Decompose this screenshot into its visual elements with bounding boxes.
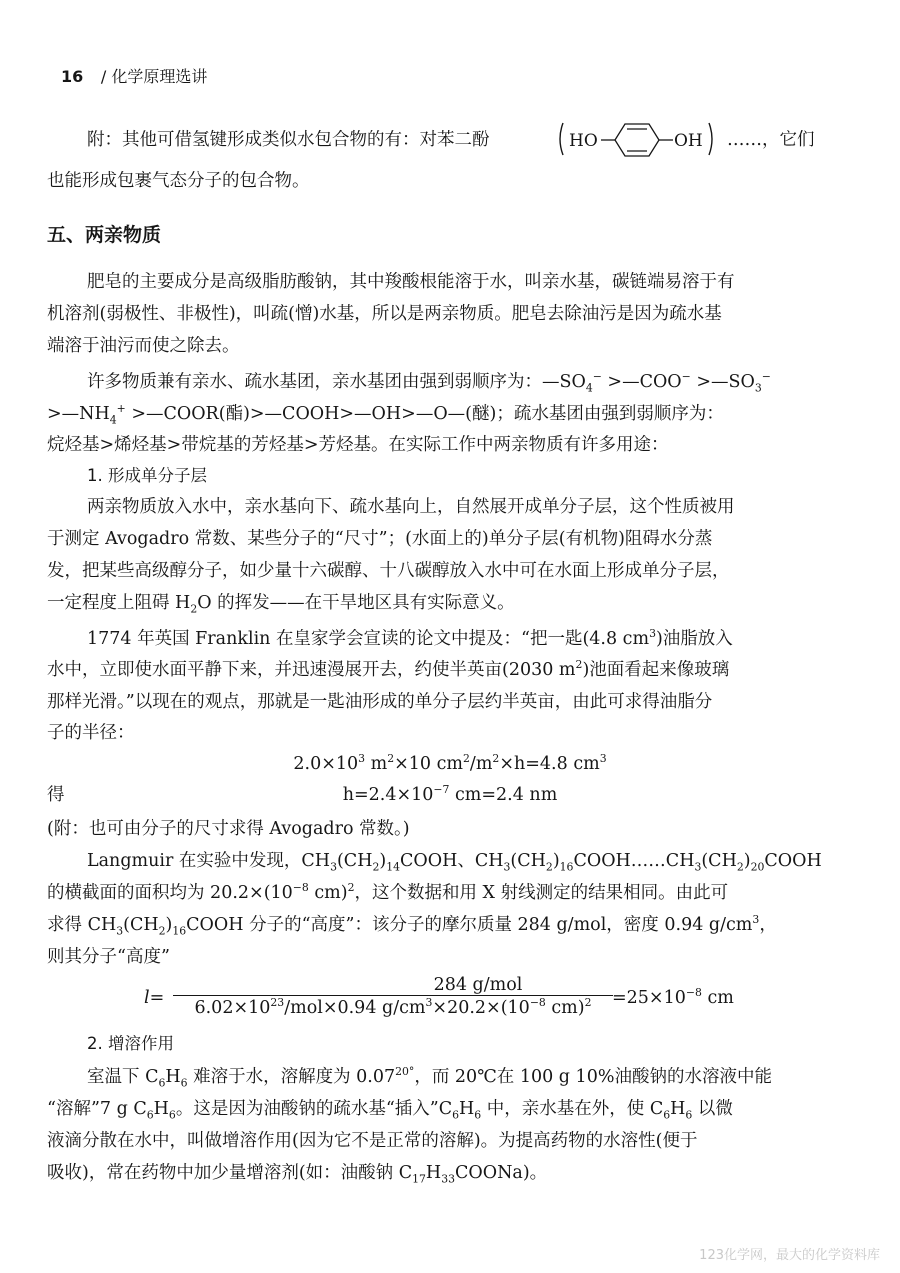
note-line-2: 也能形成包裹气态分子的包合物。 — [47, 171, 310, 191]
paragraph-line: 那样光滑。”以现在的观点，那就是一匙油形成的单分子层约半英亩，由此可求得油脂分 — [47, 692, 713, 712]
paragraph-line: “溶解”7 g $C_6H_6$。这是因为油酸钠的疏水基“插入$”C_6H_6$ 中，亲水基在外，使 $C_6H_6$ 以微 — [47, 1099, 733, 1122]
paragraph-line: 于测定 Avogadro 常数、某些分子的“尺寸”；(水面上的)单分子层(有机物)阻碍水分蒸 — [47, 529, 713, 549]
paragraph-line: 端溶于油污而使之除去。 — [47, 336, 240, 356]
fraction-denominator: $6.02\times 10^{23}/mol\times 0.94$ $g/cm^3\times 20.2\times(10^{-8}$ cm)$^2$ — [194, 996, 592, 1018]
paragraph-line: 烷烃基>烯烃基>带烷基的芳烃基>芳烃基。在实际工作中两亲物质有许多用途： — [47, 435, 669, 455]
paragraph-line: 一定程度上阻碍 $H_2O$ 的挥发——在干旱地区具有实际意义。 — [47, 593, 515, 616]
paragraph-line: 的横截面的面积均为 $20.2\times(10^{-8}$ cm)$^2$，这个数据和用 X 射线测定的结果相同。由此可 — [47, 881, 729, 903]
watermark-footer: 123化学网，最大的化学资料库 — [699, 1248, 880, 1263]
equation-rhs: $=25\times 10^{-8}$ cm — [612, 986, 734, 1008]
paragraph-line: Langmuir 在实验中发现，$CH_3(CH_2)_{14}COOH$、$CH_3(CH_2)_{16}COOH\dots\dots CH_3(CH_2)_{20}COOH$ — [87, 851, 822, 874]
paragraph-line: $>—NH_4^+$ >—COOR(酯)>—COOH>—OH>—O—(醚)；疏水基团由强到弱顺序为： — [47, 402, 724, 427]
paragraph-line: 吸收)，常在药物中加少量增溶剂(如：油酸钠 $C_{17}H_{33}COONa$)。 — [47, 1163, 548, 1186]
paragraph-line: 室温下 $C_6H_6$ 难溶于水，溶解度为 $0.07^{20^\circ}$，而 20℃在 100 g 10%油酸钠的水溶液中能 — [87, 1065, 772, 1090]
paragraph-line: 则其分子“高度” — [47, 947, 170, 967]
paragraph-line: 求得 $CH_3(CH_2)_{16}COOH$ 分子的“高度”：该分子的摩尔质量 284 g/mol，密度 0.94 $g/cm^3$， — [47, 913, 777, 938]
book-title: / 化学原理选讲 — [100, 67, 208, 86]
hydroquinone-structure — [557, 119, 727, 159]
subsection-heading: 1. 形成单分子层 — [87, 466, 207, 485]
paragraph-line: 两亲物质放入水中，亲水基向下、疏水基向上，自然展开成单分子层，这个性质被用 — [87, 497, 735, 517]
oh-label: OH — [674, 131, 703, 151]
paragraph-line: 子的半径： — [47, 723, 135, 743]
page-number: 16 — [61, 67, 84, 86]
note-avogadro: (附：也可由分子的尺寸求得 Avogadro 常数。) — [47, 819, 410, 839]
de-label: 得 — [47, 785, 65, 805]
paragraph-line: 液滴分散在水中，叫做增溶作用(因为它不是正常的溶解)。为提高药物的水溶性(便于 — [47, 1131, 698, 1151]
paragraph-line: 机溶剂(弱极性、非极性)，叫疏(憎)水基，所以是两亲物质。肥皂去除油污是因为疏水基 — [47, 304, 722, 324]
subsection-heading: 2. 增溶作用 — [87, 1034, 174, 1053]
note-line-1: 附：其他可借氢键形成类似水包合物的有：对苯二酚 — [87, 130, 490, 150]
section-title: 五、两亲物质 — [47, 224, 162, 246]
paragraph-line: 水中，立即使水面平静下来，并迅速漫展开去，约使半英亩(2030 $m^2$)池面看起来像玻璃 — [47, 658, 730, 680]
equation-lhs: l= — [144, 988, 165, 1008]
paragraph-line: 肥皂的主要成分是高级脂肪酸钠，其中羧酸根能溶于水，叫亲水基，碳链端易溶于有 — [87, 272, 735, 292]
paragraph-line: 发，把某些高级醇分子，如少量十六碳醇、十八碳醇放入水中可在水面上形成单分子层， — [47, 561, 730, 581]
paragraph-line: 1774 年英国 Franklin 在皇家学会宣读的论文中提及：“把一匙(4.8 $cm^3$)油脂放入 — [87, 627, 733, 649]
equation-area: $2.0\times 10^3$ $m^2\times 10$ $cm^2/m^2\times h=4.8$ $cm^3$ — [293, 752, 607, 774]
note-line-1-tail: ……，它们 — [727, 130, 815, 150]
ho-label: HO — [569, 131, 598, 151]
paragraph-line: 许多物质兼有亲水、疏水基团，亲水基团由强到弱顺序为：$—SO_4^-$ >—COO− $>—SO_3^-$ — [87, 370, 771, 395]
hydroquinone-structure-icon — [557, 119, 727, 159]
equation-radius: $h=2.4\times 10^{-7}$ cm=2.4 nm — [342, 783, 558, 805]
running-header — [61, 66, 207, 88]
fraction-numerator: 284 g/mol — [433, 975, 523, 995]
